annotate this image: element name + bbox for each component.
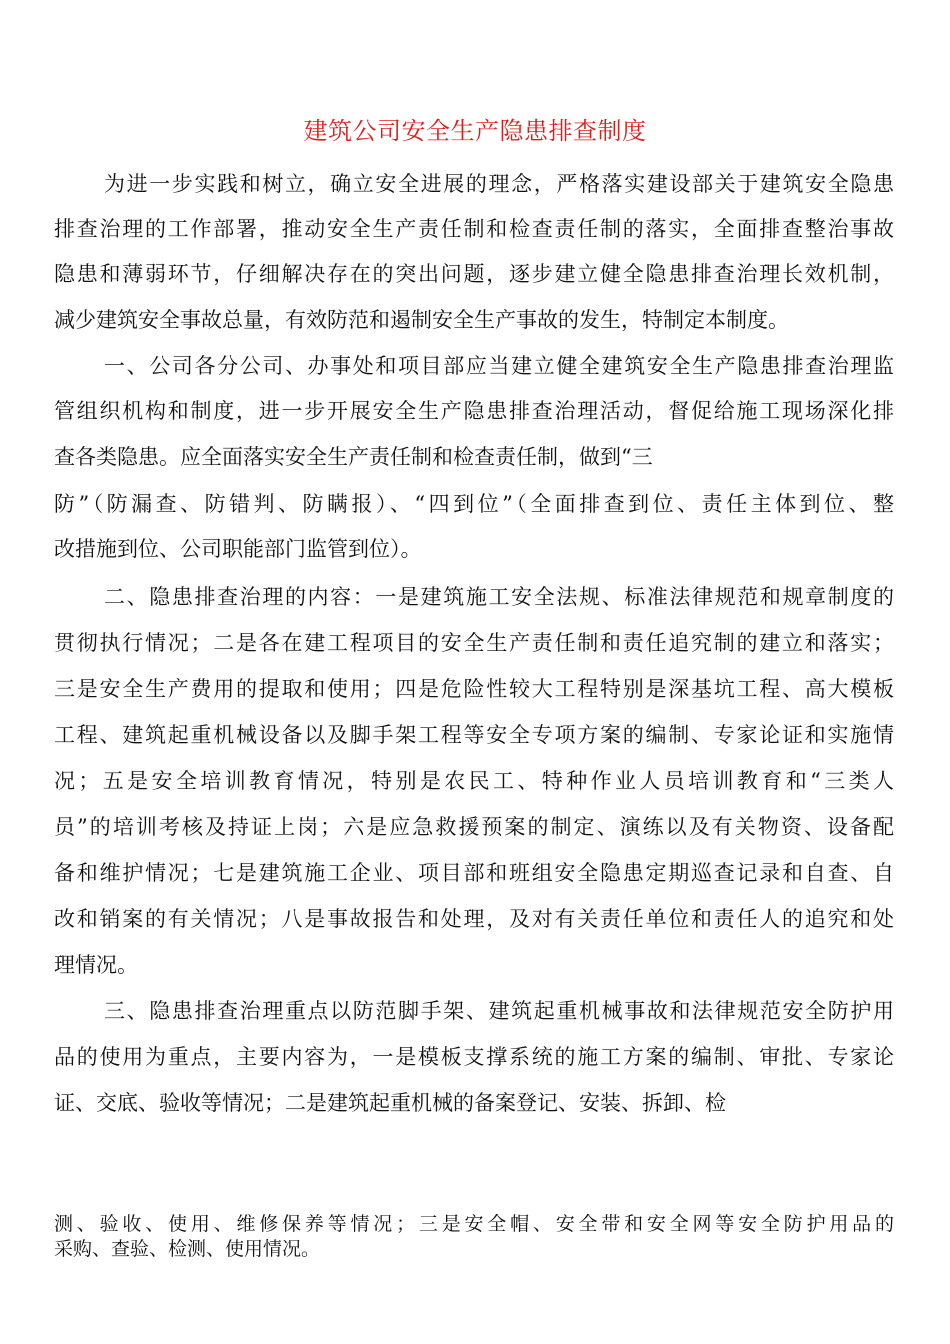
text-line: 备和维护情况；七是建筑施工企业、项目部和班组安全隐患定期巡查记录和自查、自 [54,861,894,885]
text-line: 管组织机构和制度，进一步开展安全生产隐患排查治理活动，督促给施工现场深化排 [54,399,894,423]
text-line: 三、隐患排查治理重点以防范脚手架、建筑起重机械事故和法律规范安全防护用 [104,999,894,1023]
text-line: 证、交底、验收等情况；二是建筑起重机械的备案登记、安装、拆卸、检 [54,1091,726,1115]
text-line: 二、隐患排查治理的内容：一是建筑施工安全法规、标准法律规范和规章制度的 [104,585,894,609]
text-line: 品的使用为重点，主要内容为，一是模板支撑系统的施工方案的编制、审批、专家论 [54,1045,894,1069]
text-line: 排查治理的工作部署，推动安全生产责任制和检查责任制的落实，全面排查整治事故 [54,217,894,241]
text-line: 改和销案的有关情况；八是事故报告和处理，及对有关责任单位和责任人的追究和处 [54,907,894,931]
page-title: 建筑公司安全生产隐患排查制度 [303,117,647,145]
text-line: 改措施到位、公司职能部门监管到位）。 [54,537,422,561]
text-line: 测、验收、使用、维修保养等情况；三是安全帽、安全带和安全网等安全防护用品的 [54,1213,894,1235]
text-line: 采购、查验、检测、使用情况。 [54,1238,321,1260]
text-line: 查各类隐患。应全面落实安全生产责任制和检查责任制，做到“三 [54,445,653,469]
text-line: 理情况。 [54,953,138,977]
text-line: 一、公司各分公司、办事处和项目部应当建立健全建筑安全生产隐患排查治理监 [104,354,894,378]
text-line: 况；五是安全培训教育情况，特别是农民工、特种作业人员培训教育和“三类人 [54,769,894,793]
text-line: 隐患和薄弱环节，仔细解决存在的突出问题，逐步建立健全隐患排查治理长效机制， [54,262,894,286]
text-line: 减少建筑安全事故总量，有效防范和遏制安全生产事故的发生，特制定本制度。 [54,308,789,332]
text-line: 贯彻执行情况；二是各在建工程项目的安全生产责任制和责任追究制的建立和落实； [54,631,894,655]
text-line: 三是安全生产费用的提取和使用；四是危险性较大工程特别是深基坑工程、高大模板 [54,677,894,701]
text-line: 防”（防漏查、防错判、防瞒报）、“四到位”（全面排查到位、责任主体到位、整 [54,492,894,516]
text-line: 工程、建筑起重机械设备以及脚手架工程等安全专项方案的编制、专家论证和实施情 [54,723,894,747]
text-line: 为进一步实践和树立，确立安全进展的理念，严格落实建设部关于建筑安全隐患 [104,172,894,196]
text-line: 员”的培训考核及持证上岗；六是应急救援预案的制定、演练以及有关物资、设备配 [54,815,894,839]
